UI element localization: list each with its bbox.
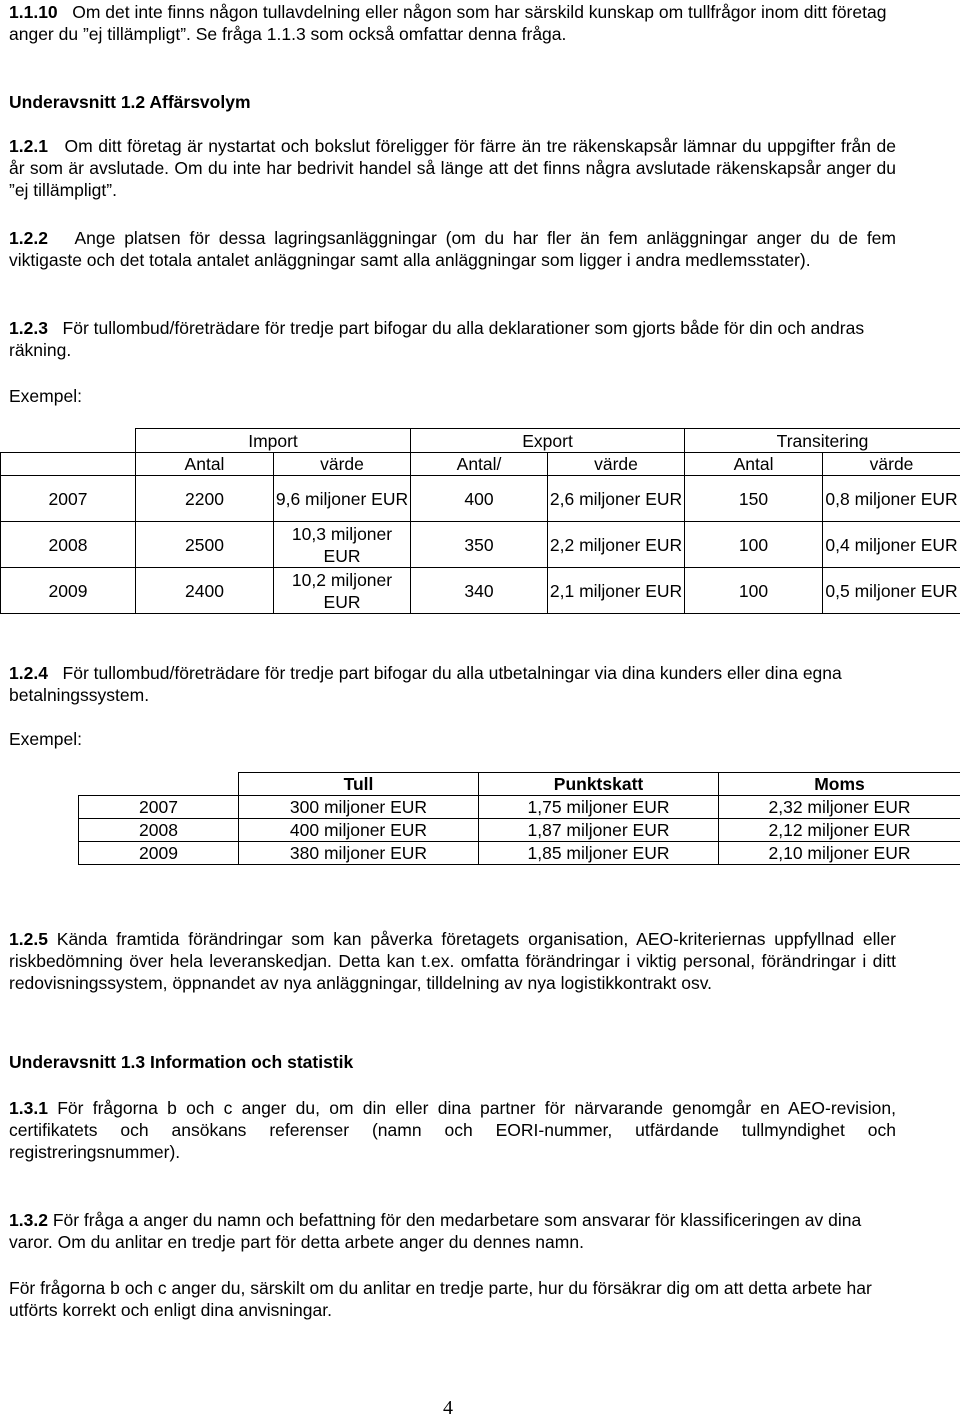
section-number: 1.2.2 <box>9 228 48 248</box>
section-text-2: Om du inte har bedrivit handel så länge att det finns några avslutade räkenskapsår anger du ”ej tillämpligt”. <box>9 158 896 200</box>
section-text: För tullombud/företrädare för tredje part bifogar du alla deklarationer som gjorts både för din och andras räkning. <box>9 318 865 360</box>
section-text: Om ditt företag är nystartat och bokslut föreligger för färre än tre räkenskapsår lämnar du uppgifter från de år som är avslutade. <box>9 136 896 178</box>
section-text: Om det inte finns någon tullavdelning eller någon som har särskild kunskap om tullfrågor inom ditt företag anger du ”ej tillämpligt”. Se fråga 1.1.3 som också omfattar denna fråga. <box>9 2 887 44</box>
table-subheader-row <box>1 453 960 476</box>
table-cell: 400 <box>411 476 548 522</box>
column-header: Moms <box>719 773 960 796</box>
table-row <box>1 568 960 614</box>
row-year: 2007 <box>79 796 239 819</box>
column-header: värde <box>823 453 960 476</box>
table-cell: 2,32 miljoner EUR <box>719 796 960 819</box>
section-number: 1.3.2 <box>9 1210 48 1230</box>
table-cell: 340 <box>411 568 548 614</box>
table-cell: 300 miljoner EUR <box>239 796 479 819</box>
business-volume-table <box>0 428 960 614</box>
table-header-row <box>79 773 960 796</box>
table-cell: 150 <box>685 476 823 522</box>
table-cell: 0,4 miljoner EUR <box>823 522 960 568</box>
table-row <box>1 522 960 568</box>
table-cell: 380 miljoner EUR <box>239 842 479 865</box>
section-number: 1.2.5 <box>9 929 48 949</box>
table-cell: 100 <box>685 522 823 568</box>
column-group-header: Export <box>411 429 685 453</box>
column-header: Antal <box>685 453 823 476</box>
column-group-header: Transitering <box>685 429 960 453</box>
section-number: 1.2.4 <box>9 663 48 683</box>
section-1-2-5 <box>9 928 896 994</box>
section-text: För tullombud/företrädare för tredje part bifogar du alla utbetalningar via dina kunders eller dina egna betalningssystem. <box>9 663 842 705</box>
table-cell: 10,3 miljoner EUR <box>274 522 411 568</box>
table-cell: 2400 <box>136 568 274 614</box>
section-1-2-1 <box>9 135 896 201</box>
heading-underavsnitt-1-2: Underavsnitt 1.2 Affärsvolym <box>9 92 251 112</box>
table-cell: 0,5 miljoner EUR <box>823 568 960 614</box>
table-cell: 2500 <box>136 522 274 568</box>
column-header: Punktskatt <box>479 773 719 796</box>
table-cell: 1,87 miljoner EUR <box>479 819 719 842</box>
column-header: värde <box>274 453 411 476</box>
row-year: 2008 <box>1 522 136 568</box>
section-text: Ange platsen för dessa lagringsanläggningar (om du har fler än fem anläggningar anger du de fem viktigaste och det totala antalet anläggningar samt alla anläggningar som ligger i andra medlemsstater). <box>9 228 896 270</box>
section-number: 1.2.3 <box>9 318 48 338</box>
table-cell: 2,2 miljoner EUR <box>548 522 685 568</box>
row-year: 2009 <box>1 568 136 614</box>
column-header: Antal/ <box>411 453 548 476</box>
column-header: Antal <box>136 453 274 476</box>
section-1-3-2 <box>9 1209 896 1253</box>
table-row <box>1 476 960 522</box>
row-year: 2008 <box>79 819 239 842</box>
page-number: 4 <box>443 1397 453 1419</box>
section-1-2-3 <box>9 317 896 361</box>
section-number: 1.2.1 <box>9 136 48 156</box>
section-number: 1.1.10 <box>9 2 58 22</box>
table-cell: 2,10 miljoner EUR <box>719 842 960 865</box>
section-1-2-4 <box>9 662 896 706</box>
example-label-1: Exempel: <box>9 386 82 406</box>
column-header: Tull <box>239 773 479 796</box>
section-1-1-10 <box>9 1 896 45</box>
table-row <box>79 796 960 819</box>
table-cell: 1,85 miljoner EUR <box>479 842 719 865</box>
table-cell: 9,6 miljoner EUR <box>274 476 411 522</box>
table-cell: 2200 <box>136 476 274 522</box>
table-cell: 400 miljoner EUR <box>239 819 479 842</box>
section-number: 1.3.1 <box>9 1098 48 1118</box>
table-cell: 100 <box>685 568 823 614</box>
closing-paragraph: För frågorna b och c anger du, särskilt om du anlitar en tredje parte, hur du försäkrar dig om att detta arbete har utförts korrekt och enligt dina anvisningar. <box>9 1278 872 1320</box>
table-cell: 350 <box>411 522 548 568</box>
table-corner <box>1 429 136 453</box>
column-header: värde <box>548 453 685 476</box>
table-row <box>79 842 960 865</box>
section-1-2-2 <box>9 227 896 271</box>
table-cell: 2,6 miljoner EUR <box>548 476 685 522</box>
table-cell: 1,75 miljoner EUR <box>479 796 719 819</box>
table-cell: 10,2 miljoner EUR <box>274 568 411 614</box>
payments-table <box>78 772 960 865</box>
section-text: Kända framtida förändringar som kan påverka företagets organisation, AEO-kriteriernas uppfyllnad eller riskbedömning över hela leveranskedjan. Detta kan t.ex. omfatta förändringar i viktig personal, förändringar i ditt redovisningssystem, öppnandet av nya anläggningar, tilldelning av nya logistikkontrakt osv. <box>9 929 896 993</box>
table-cell: 2,1 miljoner EUR <box>548 568 685 614</box>
table-row <box>79 819 960 842</box>
table-group-header-row <box>1 429 960 453</box>
table-corner <box>79 773 239 796</box>
row-year: 2007 <box>1 476 136 522</box>
section-text: För frågorna b och c anger du, om din eller dina partner för närvarande genomgår en AEO-revision, certifikatets och ansökans referenser (namn och EORI-nummer, utfärdande tullmyndighet och registreringsnummer). <box>9 1098 896 1162</box>
section-1-3-1 <box>9 1097 896 1163</box>
heading-underavsnitt-1-3: Underavsnitt 1.3 Information och statistik <box>9 1052 354 1072</box>
table-corner <box>1 453 136 476</box>
example-label-2: Exempel: <box>9 729 82 749</box>
row-year: 2009 <box>79 842 239 865</box>
table-cell: 0,8 miljoner EUR <box>823 476 960 522</box>
column-group-header: Import <box>136 429 411 453</box>
section-text: För fråga a anger du namn och befattning för den medarbetare som ansvarar för klassificeringen av dina varor. Om du anlitar en tredje part för detta arbete anger du dennes namn. <box>9 1210 862 1252</box>
table-cell: 2,12 miljoner EUR <box>719 819 960 842</box>
